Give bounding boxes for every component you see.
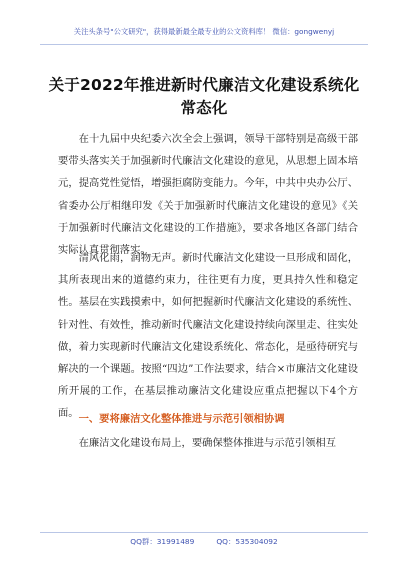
section-heading: 一、要将廉洁文化整体推进与示范引领相协调	[78, 413, 285, 425]
footer-qq-group: QQ群：31991489	[130, 537, 195, 546]
title-line-1: 关于2022年推进新时代廉洁文化建设系统化	[48, 76, 360, 94]
footer-divider	[40, 532, 368, 533]
document-title	[40, 74, 368, 120]
title-line-2: 常态化	[180, 99, 228, 117]
paragraph-2: 清风化雨，润物无声。新时代廉洁文化建设一旦形成和固化，其所表现出来的道德约束力，往往更有力度，更具持久性和稳定性。基层在实践摸索中，如何把握新时代廉洁文化建设的系统性、针对性、有效性，推动新时代廉洁文化建设持续向深里走、往实处做，着力实现新时代廉洁文化建设系统化、常态化，是亟待研究与解决的一个课题。按照“四边”工作法要求，结合×市廉洁文化建设所开展的工作，在基层推动廉洁文化建设应重点把握以下4个方面。	[58, 252, 358, 420]
footer	[40, 535, 368, 549]
header-banner: 关注头条号"公文研究"，获得最新最全最专业的公文资料库！ 微信：gongwenyj	[40, 22, 368, 45]
paragraph-3: 在廉洁文化建设布局上，要确保整体推进与示范引领相互	[78, 437, 337, 449]
paragraph-1: 在十九届中央纪委六次全会上强调，领导干部特别是高级干部要带头落实关于加强新时代廉洁文化建设的意见，从思想上固本培元，提高党性觉悟，增强拒腐防变能力。今年，中共中央办公厅、省委办公厅相继印发《关于加强新时代廉洁文化建设的意见》《关于加强新时代廉洁文化建设的工作措施》，要求各地区各部门结合实际认真贯彻落实。	[58, 133, 358, 257]
footer-qq: QQ：535304092	[216, 537, 278, 546]
